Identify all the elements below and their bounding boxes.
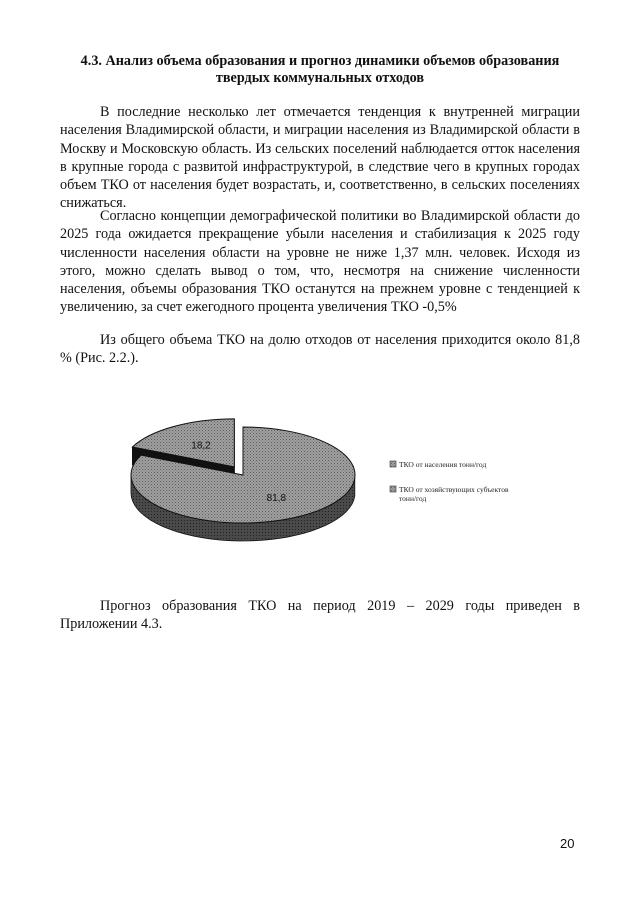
legend-label-0: ТКО от населения тонн/год bbox=[399, 460, 487, 469]
paragraph-share: Из общего объема ТКО на долю отходов от населения приходится около 81,8 % (Рис. 2.2.). bbox=[60, 332, 580, 367]
section-heading: 4.3. Анализ объема образования и прогноз динамики объемов образования твердых коммунальных отходов bbox=[80, 53, 560, 86]
paragraph-migration: В последние несколько лет отмечается тенденция к внутренней миграции населения Владимирской области, и миграции населения из Владимирской области в Москву и Московскую область. Из сельских поселений наблюдается отток населения в крупные города с развитой инфраструктурой, в следствие чего в крупных городах объем ТКО от населения будет возрастать, и, соответственно, в сельских поселениях снижаться. bbox=[60, 104, 580, 212]
chart-legend bbox=[390, 460, 509, 503]
paragraph-forecast: Прогноз образования ТКО на период 2019 – 2029 годы приведен в Приложении 4.3. bbox=[60, 598, 580, 633]
legend-swatch-1 bbox=[390, 486, 396, 492]
legend-swatch-0 bbox=[390, 461, 396, 467]
pie-slice-label-1: 18,2 bbox=[191, 440, 211, 452]
page-number: 20 bbox=[560, 836, 575, 851]
pie-slice-label-0: 81,8 bbox=[266, 493, 287, 505]
paragraph-demography: Согласно концепции демографической политики во Владимирской области до 2025 года ожидается прекращение убыли населения и стабилизация к 2025 году численности населения области на уровне не ниже 1,37 млн. человек. Исходя из этого, можно сделать вывод о том, что, несмотря на снижение численности населения, объемы образования ТКО останутся на прежнем уровне с тенденцией к увеличению, за счет ежегодного процента увеличения ТКО -0,5% bbox=[60, 208, 580, 316]
pie-chart bbox=[118, 400, 578, 570]
legend-label-1: ТКО от хозяйствующих субъектов тонн/год bbox=[399, 485, 509, 503]
